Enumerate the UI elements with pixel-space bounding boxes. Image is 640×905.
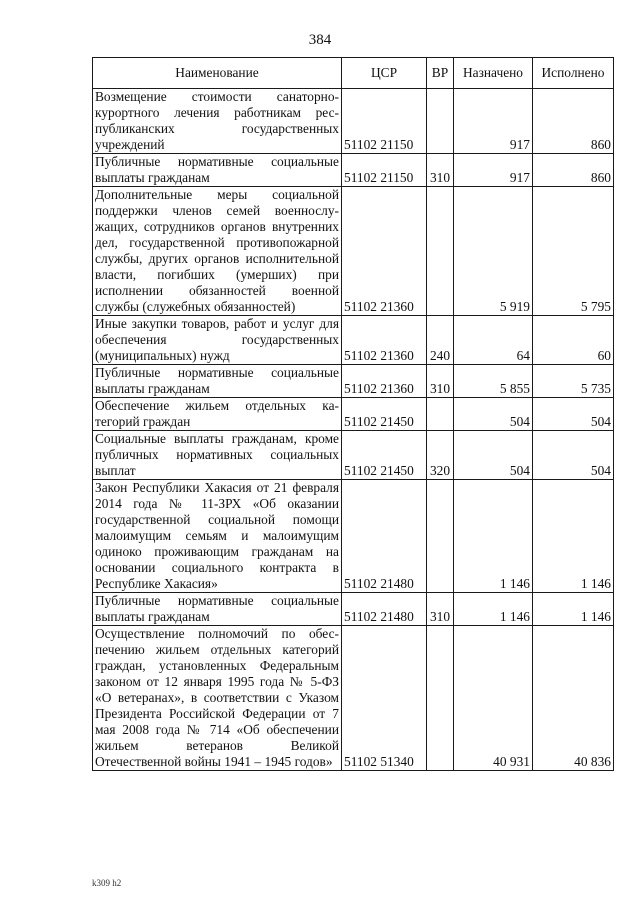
row-name: Обеспечение жильем отдельных категорий граждан: [93, 398, 342, 431]
row-assigned: 504: [454, 431, 533, 480]
table-row: [93, 89, 614, 154]
row-assigned: 917: [454, 154, 533, 187]
table-row: [93, 593, 614, 626]
footer-code: k309 h2: [92, 878, 122, 888]
row-vr: 310: [427, 154, 454, 187]
row-csr: 51102 21360: [342, 316, 427, 365]
table-row: [93, 480, 614, 593]
header-name: Наименование: [93, 58, 342, 89]
row-name: Публичные нормативные социальные выплаты гражданам: [93, 365, 342, 398]
row-csr: 51102 51340: [342, 626, 427, 771]
row-executed: 860: [533, 154, 614, 187]
row-assigned: 1 146: [454, 593, 533, 626]
header-executed: Исполнено: [533, 58, 614, 89]
row-executed: 504: [533, 398, 614, 431]
row-name: Публичные нормативные социальные выплаты гражданам: [93, 593, 342, 626]
row-vr: [427, 187, 454, 316]
row-executed: 5 735: [533, 365, 614, 398]
row-assigned: 40 931: [454, 626, 533, 771]
row-assigned: 64: [454, 316, 533, 365]
table-row: [93, 365, 614, 398]
row-vr: [427, 89, 454, 154]
table-row: [93, 154, 614, 187]
row-vr: [427, 626, 454, 771]
row-csr: 51102 21150: [342, 89, 427, 154]
row-csr: 51102 21450: [342, 431, 427, 480]
row-csr: 51102 21150: [342, 154, 427, 187]
page-number: 384: [308, 32, 332, 48]
row-executed: 40 836: [533, 626, 614, 771]
row-assigned: 5 855: [454, 365, 533, 398]
row-executed: 1 146: [533, 480, 614, 593]
header-assigned: Назначено: [454, 58, 533, 89]
row-vr: 320: [427, 431, 454, 480]
row-assigned: 504: [454, 398, 533, 431]
row-name: Осуществление полномочий по обеспечению жильем отдельных категорий граждан, установленных Федеральным законом от 12 января 1995 года № 5-ФЗ «О ветеранах», в соответствии с Указом Президента Российской Федерации от 7 мая 2008 года № 714 «Об обеспечении жильем ветеранов Великой Отечественной войны 1941 – 1945 годов»: [93, 626, 342, 771]
row-vr: 310: [427, 593, 454, 626]
budget-table: [92, 57, 614, 771]
table-row: [93, 398, 614, 431]
row-assigned: 1 146: [454, 480, 533, 593]
row-vr: 240: [427, 316, 454, 365]
row-vr: 310: [427, 365, 454, 398]
table-row: [93, 187, 614, 316]
row-executed: 5 795: [533, 187, 614, 316]
header-csr: ЦСР: [342, 58, 427, 89]
row-name: Публичные нормативные социальные выплаты гражданам: [93, 154, 342, 187]
row-executed: 504: [533, 431, 614, 480]
row-name: Иные закупки товаров, работ и услуг для обеспечения государственных (муниципальных) нужд: [93, 316, 342, 365]
row-executed: 60: [533, 316, 614, 365]
row-name: Дополнительные меры социальной поддержки членов семей военнослужащих, сотрудников органов внутренних дел, государственной противопожарной службы, других органов исполнительной власти, погибших (умерших) при исполнении обязанностей военной службы (служебных обязанностей): [93, 187, 342, 316]
header-vr: ВР: [427, 58, 454, 89]
row-csr: 51102 21450: [342, 398, 427, 431]
table-header-row: [93, 58, 614, 89]
row-vr: [427, 398, 454, 431]
row-csr: 51102 21480: [342, 480, 427, 593]
table-row: [93, 626, 614, 771]
row-executed: 860: [533, 89, 614, 154]
table-row: [93, 431, 614, 480]
row-csr: 51102 21360: [342, 187, 427, 316]
row-csr: 51102 21480: [342, 593, 427, 626]
row-name: Возмещение стоимости санаторно-курортного лечения работникам республиканских государственных учреждений: [93, 89, 342, 154]
row-name: Закон Республики Хакасия от 21 февраля 2014 года № 11-ЗРХ «Об оказании государственной социальной помощи малоимущим семьям и малоимущим одиноко проживающим гражданам на основании социального контракта в Республике Хакасия»: [93, 480, 342, 593]
table-row: [93, 316, 614, 365]
row-vr: [427, 480, 454, 593]
row-assigned: 917: [454, 89, 533, 154]
row-executed: 1 146: [533, 593, 614, 626]
row-assigned: 5 919: [454, 187, 533, 316]
row-name: Социальные выплаты гражданам, кроме публичных нормативных социальных выплат: [93, 431, 342, 480]
row-csr: 51102 21360: [342, 365, 427, 398]
